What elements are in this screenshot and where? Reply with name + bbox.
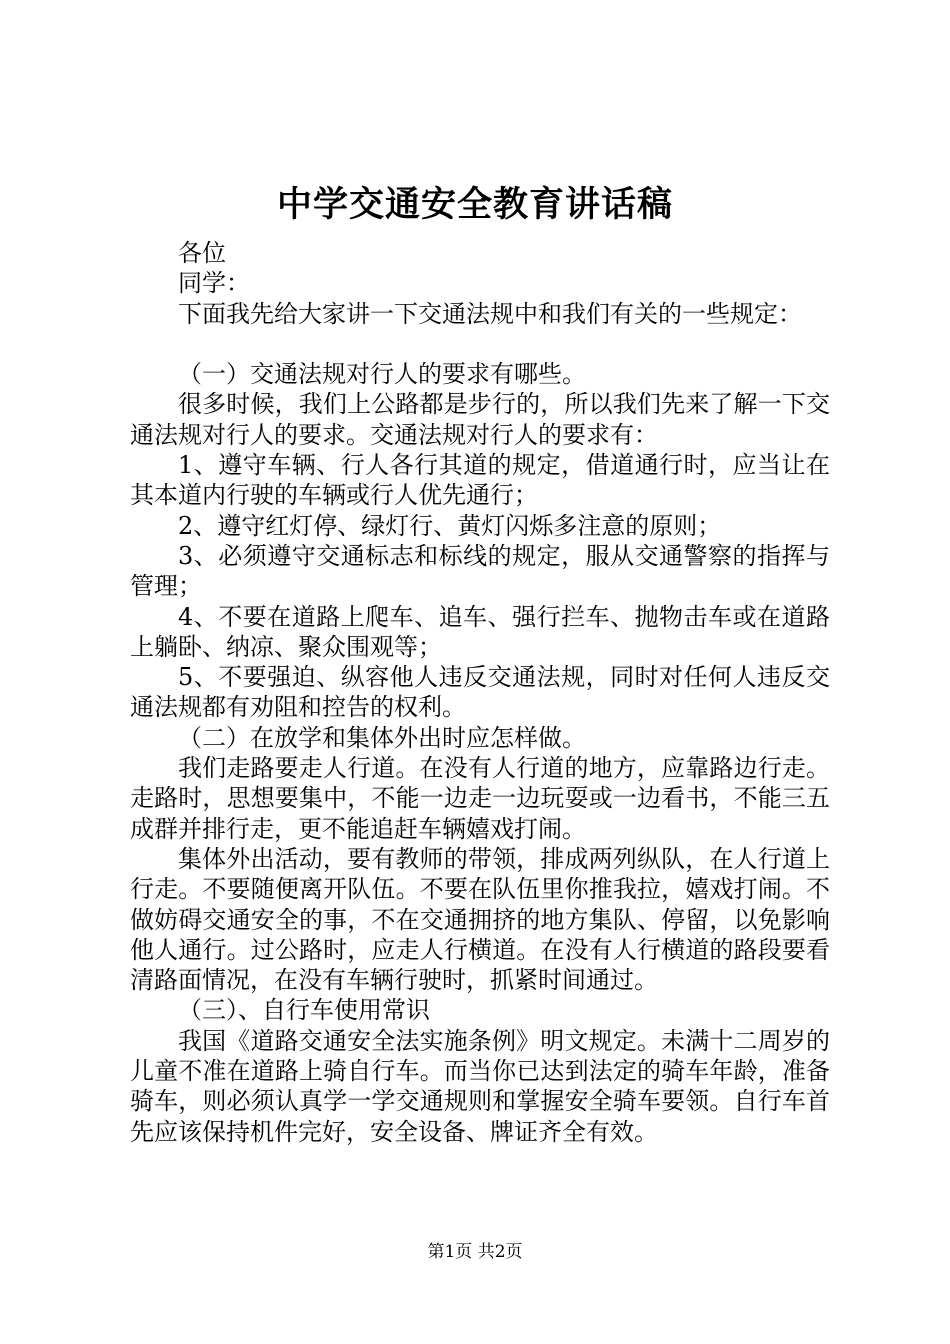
paragraph: 集体外出活动，要有教师的带领，排成两列纵队，在人行道上行走。不要随便离开队伍。不要在队伍里你推我拉，嬉戏打闹。不做妨碍交通安全的事，不在交通拥挤的地方集队、停留，以免影响他人通行。过公路时，应走人行横道。在没有人行横道的路段要看清路面情况，在没有车辆行驶时，抓紧时间通过。 xyxy=(130,844,830,995)
paragraph: 很多时候，我们上公路都是步行的，所以我们先来了解一下交通法规对行人的要求。交通法规对行人的要求有： xyxy=(130,390,830,449)
section-heading-1: （一）交通法规对行人的要求有哪些。 xyxy=(178,360,586,389)
page-footer: 第1页 共2页 xyxy=(427,1242,523,1262)
rule-item-3: 3、必须遵守交通标志和标线的规定，服从交通警察的指挥与管理； xyxy=(130,541,830,601)
rule-item-4: 4、不要在道路上爬车、追车、强行拦车、抛物击车或在道路上躺卧、纳凉、聚众围观等； xyxy=(130,602,830,661)
paragraph: 我们走路要走人行道。在没有人行道的地方，应靠路边行走。走路时，思想要集中，不能一边走一边玩耍或一边看书，不能三五成群并排行走，更不能追赶车辆嬉戏打闹。 xyxy=(130,754,830,843)
document-body xyxy=(130,238,830,1147)
rule-item-1: 1、遵守车辆、行人各行其道的规定，借道通行时，应当让在其本道内行驶的车辆或行人优先通行； xyxy=(130,451,830,510)
paragraph-greeting-2: 同学： xyxy=(178,269,250,298)
rule-item-5: 5、不要强迫、纵容他人违反交通法规，同时对任何人违反交通法规都有劝阻和控告的权利。 xyxy=(130,663,830,722)
section-heading-2: （二）在放学和集体外出时应怎样做。 xyxy=(178,723,586,752)
paragraph: 我国《道路交通安全法实施条例》明文规定。未满十二周岁的儿童不准在道路上骑自行车。而当你已达到法定的骑车年龄，准备骑车，则必须认真学一学交通规则和掌握安全骑车要领。自行车首先应该保持机件完好，安全设备、牌证齐全有效。 xyxy=(130,1026,830,1146)
rule-item-2: 2、遵守红灯停、绿灯行、黄灯闪烁多注意的原则； xyxy=(178,511,722,540)
paragraph-greeting-1: 各位 xyxy=(178,239,226,267)
section-heading-3: （三）、自行车使用常识 xyxy=(178,996,430,1025)
paragraph-intro: 下面我先给大家讲一下交通法规中和我们有关的一些规定： xyxy=(178,299,802,328)
page-title: 中学交通安全教育讲话稿 xyxy=(276,184,673,225)
